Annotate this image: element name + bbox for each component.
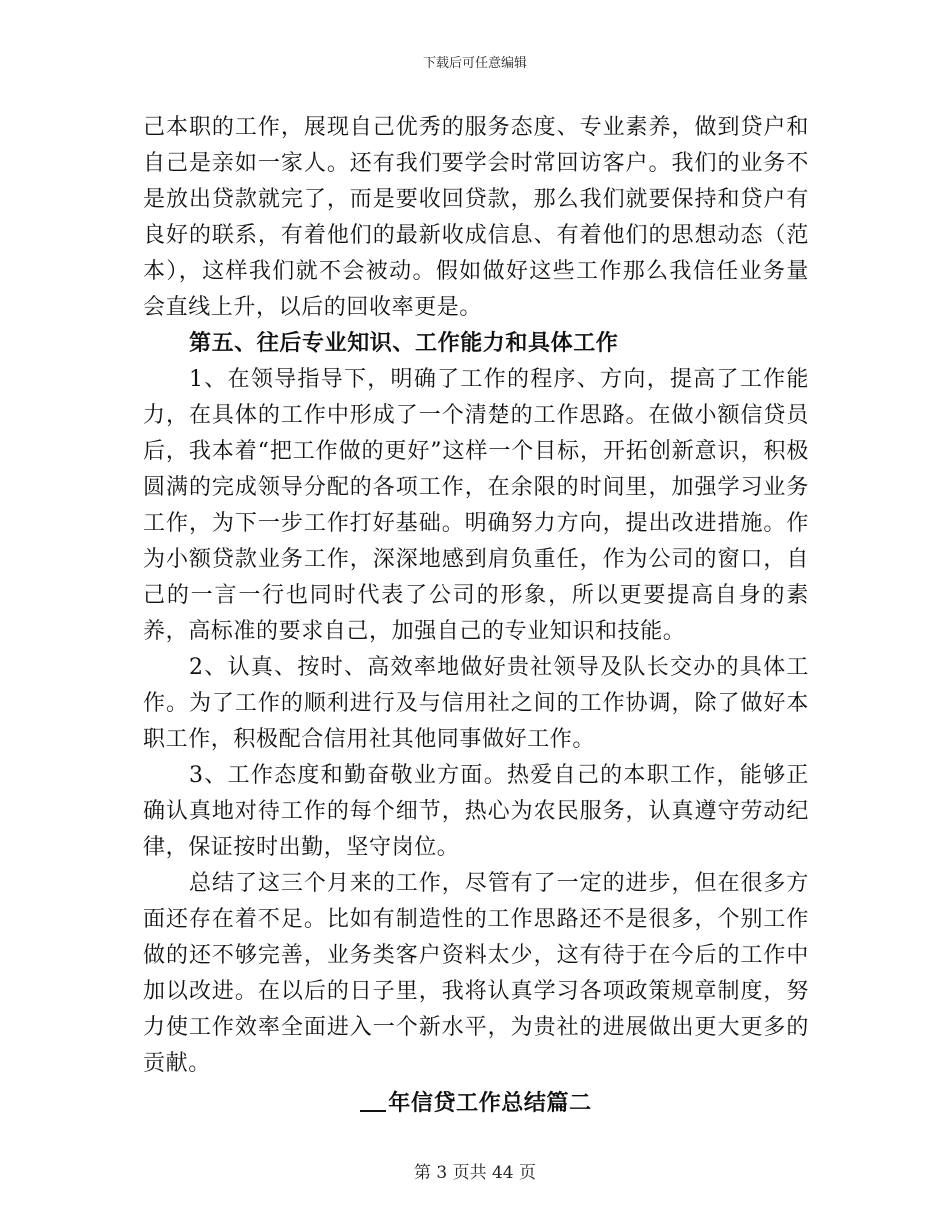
section-title-text: 年信贷工作总结篇二 [388, 1091, 592, 1116]
paragraph-continued: 己本职的工作，展现自己优秀的服务态度、专业素养，做到贷户和自己是亲如一家人。还有我们要学会时常回访客户。我们的业务不是放出贷款就完了，而是要收回贷款，那么我们就要保持和贷户有良好的联系，有着他们的最新收成信息、有着他们的思想动态（范本），这样我们就不会被动。假如做好这些工作那么我信任业务量会直线上升，以后的回收率更是。 [143, 115, 809, 320]
title-blank-underline [360, 1090, 386, 1112]
section-title [143, 1086, 809, 1122]
list-item-2: 2、认真、按时、高效率地做好贵社领导及队长交办的具体工作。为了工作的顺利进行及与信用社之间的工作协调，除了做好本职工作，积极配合信用社其他同事做好工作。 [143, 655, 809, 752]
page-header: 下载后可任意编辑 [422, 56, 527, 71]
list-item-3: 3、工作态度和勤奋敬业方面。热爱自己的本职工作，能够正确认真地对待工作的每个细节，热心为农民服务，认真遵守劳动纪律，保证按时出勤，坚守岗位。 [143, 763, 809, 860]
page-footer: 第 3 页共 44 页 [413, 1163, 537, 1183]
document-body [143, 110, 809, 1122]
list-item-1: 1、在领导指导下，明确了工作的程序、方向，提高了工作能力，在具体的工作中形成了一个清楚的工作思路。在做小额信贷员后，我本着“把工作做的更好”这样一个目标，开拓创新意识，积极圆满的完成领导分配的各项工作，在余限的时间里，加强学习业务工作，为下一步工作打好基础。明确努力方向，提出改进措施。作为小额贷款业务工作，深深地感到肩负重任，作为公司的窗口，自己的一言一行也同时代表了公司的形象，所以更要提高自身的素养，高标准的要求自己，加强自己的专业知识和技能。 [143, 367, 809, 644]
section-heading-5: 第五、往后专业知识、工作能力和具体工作 [189, 331, 619, 356]
summary-paragraph: 总结了这三个月来的工作，尽管有了一定的进步，但在很多方面还存在着不足。比如有制造性的工作思路还不是很多，个别工作做的还不够完善，业务类客户资料太少，这有待于在今后的工作中加以改进。在以后的日子里，我将认真学习各项政策规章制度，努力使工作效率全面进入一个新水平，为贵社的进展做出更大更多的贡献。 [143, 871, 809, 1076]
